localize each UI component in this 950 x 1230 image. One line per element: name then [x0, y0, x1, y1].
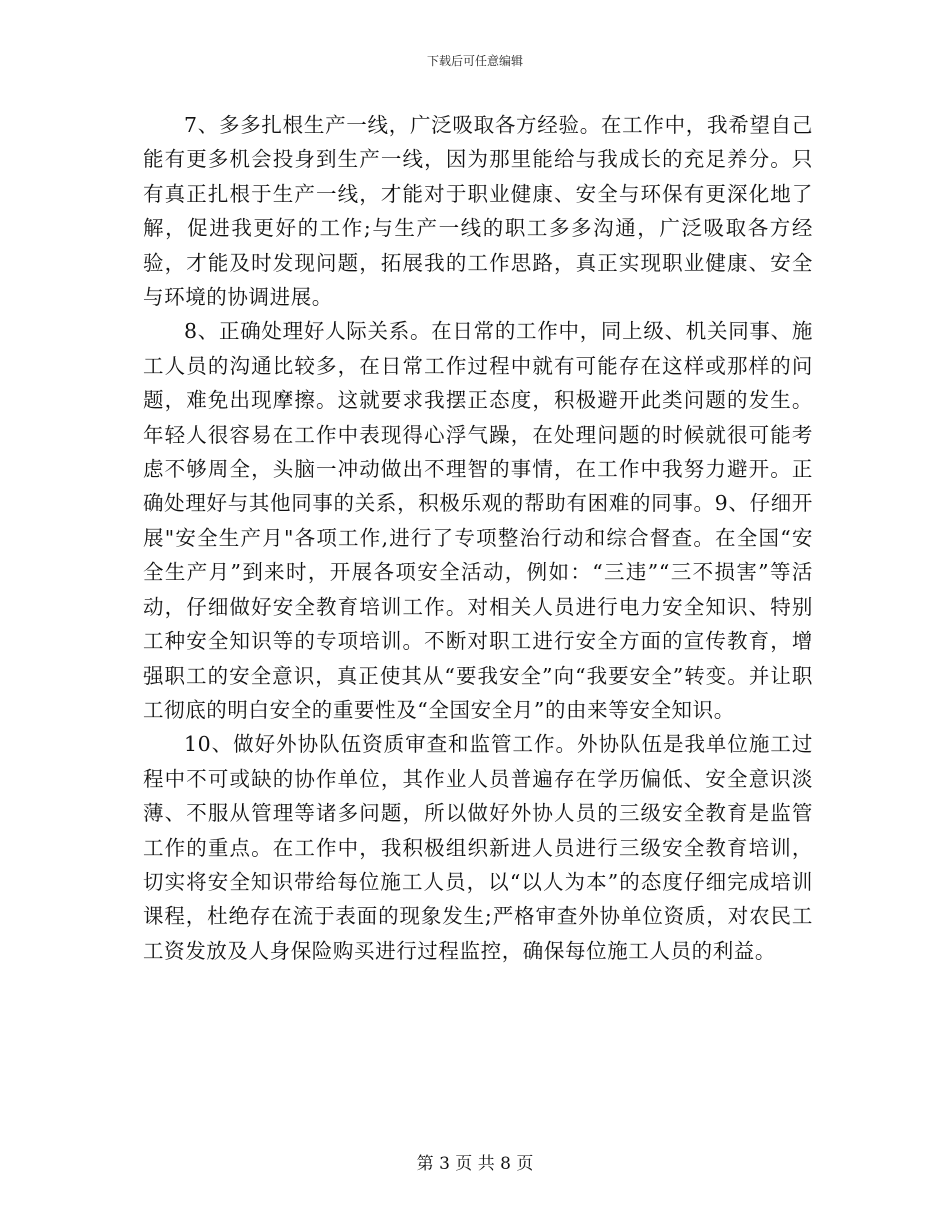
paragraph-item-10: 10、做好外协队伍资质审查和监管工作。外协队伍是我单位施工过程中不可或缺的协作单位，其作业人员普遍存在学历偏低、安全意识淡薄、不服从管理等诸多问题，所以做好外协人员的三级安全教育是监管工作的重点。在工作中，我积极组织新进人员进行三级安全教育培训，切实将安全知识带给每位施工人员，以“以人为本”的态度仔细完成培训课程，杜绝存在流于表面的现象发生;严格审查外协单位资质，对农民工工资发放及人身保险购买进行过程监控，确保每位施工人员的利益。 [143, 732, 813, 963]
page-number-footer: 第 3 页 共 8 页 [416, 1154, 534, 1174]
paragraph-item-8-9: 8、正确处理好人际关系。在日常的工作中，同上级、机关同事、施工人员的沟通比较多，在日常工作过程中就有可能存在这样或那样的问题，难免出现摩擦。这就要求我摆正态度，积极避开此类问题的发生。年轻人很容易在工作中表现得心浮气躁，在处理问题的时候就很可能考虑不够周全，头脑一冲动做出不理智的事情，在工作中我努力避开。正确处理好与其他同事的关系，积极乐观的帮助有困难的同事。9、仔细开展"安全生产月"各项工作,进行了专项整治行动和综合督查。在全国“安全生产月”到来时，开展各项安全活动，例如：“三违”“三不损害”等活动，仔细做好安全教育培训工作。对相关人员进行电力安全知识、特别工种安全知识等的专项培训。不断对职工进行安全方面的宣传教育，增强职工的安全意识，真正使其从“要我安全”向“我要安全”转变。并让职工彻底的明白安全的重要性及“全国安全月”的由来等安全知识。 [143, 319, 813, 722]
document-body [143, 108, 813, 968]
paragraph-item-7: 7、多多扎根生产一线，广泛吸取各方经验。在工作中，我希望自己能有更多机会投身到生产一线，因为那里能给与我成长的充足养分。只有真正扎根于生产一线，才能对于职业健康、安全与环保有更深化地了解，促进我更好的工作;与生产一线的职工多多沟通，广泛吸取各方经验，才能及时发现问题，拓展我的工作思路，真正实现职业健康、安全与环境的协调进展。 [143, 113, 813, 310]
page-header-note: 下载后可任意编辑 [426, 54, 523, 68]
